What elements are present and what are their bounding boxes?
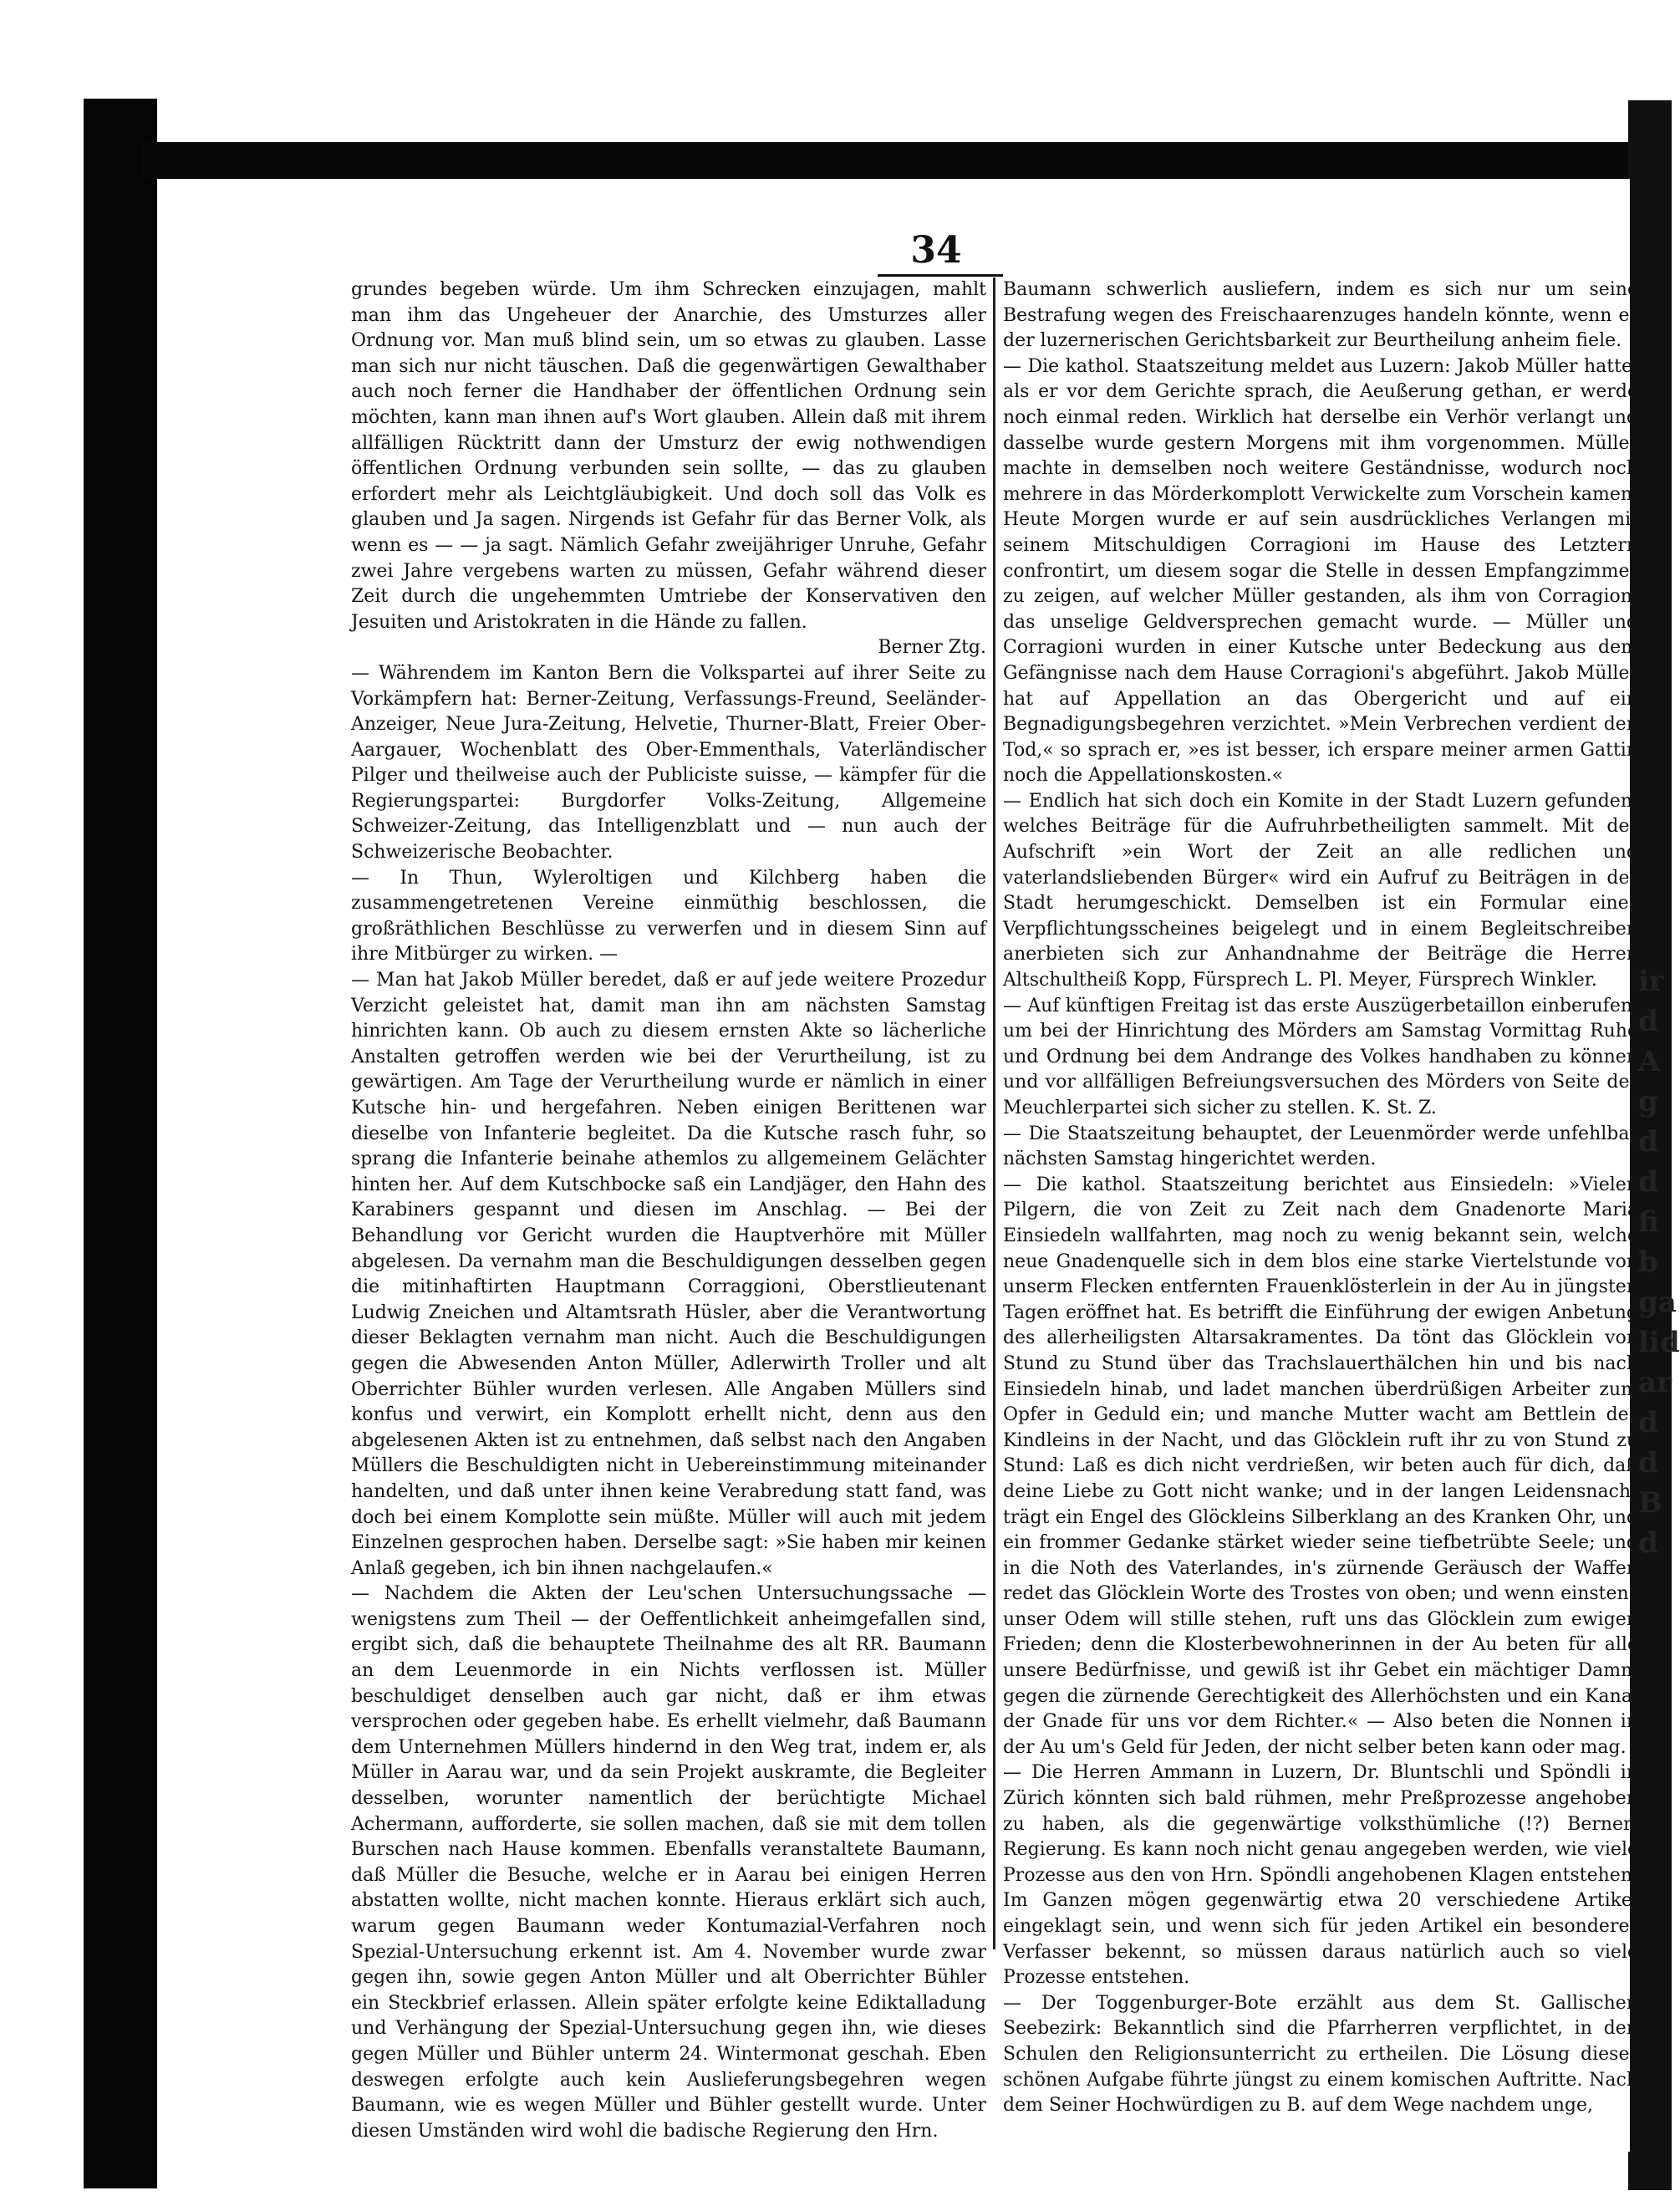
paragraph: grundes begeben würde. Um ihm Schrecken einzujagen, mahlt man ihm das Ungeheuer der Anarchie, des Umsturzes aller Ordnung vor. Man muß blind sein, um so etwas zu glauben. Lasse man sich nur nicht täuschen. Daß die gegenwärtigen Gewalthaber auch noch ferner die Handhaber der öffentlichen Ordnung sein möchten, kann man ihnen auf's Wort glauben. Allein daß mit ihrem allfälligen Rücktritt dann der Umsturz der ewig nothwendigen öffentlichen Ordnung verbunden sein sollte, — das zu glauben erfordert mehr als Leichtgläubigkeit. Und doch soll das Volk es glauben und Ja sagen. Nirgends ist Gefahr für das Berner Volk, als wenn es — — ja sagt. Nämlich Gefahr zweijähriger Unruhe, Gefahr zwei Jahre vergebens warten zu müssen, Gefahr während dieser Zeit durch die ungehemmten Umtriebe der Konservativen den Jesuiten und Aristokraten in die Hände zu fallen. [351, 279, 986, 633]
top-dark-bar [142, 142, 1630, 179]
paragraph: — Die Herren Ammann in Luzern, Dr. Bluntschli und Spöndli in Zürich könnten sich bald rühmen, mehr Preßprozesse angehoben zu haben, als die gegenwärtige volksthümliche (!?) Berner-Regierung. Es kann noch nicht genau angegeben werden, wie viele Prozesse aus den von Hrn. Spöndli angehobenen Klagen entstehen. Im Ganzen mögen gegenwärtig etwa 20 verschiedene Artikel eingeklagt sein, und wenn sich für jeden Artikel ein besonderer Verfasser bekennt, so müssen daraus natürlich auch so viele Prozesse entstehen. [1003, 1762, 1638, 1989]
paragraph: — Die kathol. Staatszeitung meldet aus Luzern: Jakob Müller hatte, als er vor dem Gerichte sprach, die Aeußerung gethan, er werde noch einmal reden. Wirklich hat derselbe ein Verhör verlangt und dasselbe wurde gestern Morgens mit ihm vorgenommen. Müller machte in demselben noch weitere Geständnisse, wodurch noch mehrere in das Mörderkomplott Verwickelte zum Vorschein kamen. Heute Morgen wurde er auf sein ausdrückliches Verlangen mit seinem Mitschuldigen Corragioni im Hause des Letztern confrontirt, um diesem sogar die Stelle in dessen Empfangzimmer zu zeigen, auf welcher Müller gestanden, als ihm von Corragioni das unselige Geldversprechen gemacht wurde. — Müller und Corragioni wurden in einer Kutsche unter Bedeckung aus dem Gefängnisse nach dem Hause Corragioni's abgeführt. Jakob Müller hat auf Appellation an das Obergericht und auf ein Begnadigungsbegehren verzichtet. »Mein Verbrechen verdient den Tod,« so sprach er, »es ist besser, ich erspare meiner armen Gattin noch die Appellationskosten.« [1003, 355, 1638, 787]
left-column [351, 278, 986, 2144]
paragraph: — Auf künftigen Freitag ist das erste Auszügerbetaillon einberufen, um bei der Hinrichtung des Mörders am Samstag Vormittag Ruhe und Ordnung bei dem Andrange des Volkes handhaben zu können und vor allfälligen Befreiungsversuchen des Mörders von Seite der Meuchlerpartei sich sicher zu stellen. K. St. Z. [1003, 995, 1638, 1118]
right-column [1003, 278, 1638, 2119]
left-dark-margin [84, 99, 157, 2188]
page-number-rule [878, 274, 1003, 277]
paragraph: Baumann schwerlich ausliefern, indem es sich nur um seine Bestrafung wegen des Freischaarenzuges handeln könnte, wenn er der luzernerischen Gerichtsbarkeit zur Beurtheilung anheim fiele. [1003, 279, 1638, 352]
page-number: 34 [910, 229, 962, 272]
paragraph: — Die Staatszeitung behauptet, der Leuenmörder werde unfehlbar nächsten Samstag hingerichtet werden. [1003, 1123, 1638, 1170]
paragraph: — Man hat Jakob Müller beredet, daß er auf jede weitere Prozedur Verzicht geleistet hat, damit man ihn am nächsten Samstag hinrichten kann. Ob auch zu diesem ernsten Akte so lächerliche Anstalten getroffen werden wie bei der Verurtheilung, ist zu gewärtigen. Am Tage der Verurtheilung wurde er nämlich in einer Kutsche hin- und hergefahren. Neben einigen Berittenen war dieselbe von Infanterie begleitet. Da die Kutsche rasch fuhr, so sprang die Infanterie beinahe athemlos zu allgemeinem Gelächter hinten her. Auf dem Kutschbocke saß ein Landjäger, den Hahn des Karabiners gespannt und diesen im Anschlag. — Bei der Behandlung vor Gericht wurden die Hauptverhöre mit Müller abgelesen. Da vernahm man die Beschuldigungen desselben gegen die mitinhaftirten Hauptmann Corraggioni, Oberstlieutenant Ludwig Zneichen und Altamtsrath Hüsler, aber die Verantwortung dieser Beklagten vernahm man nicht. Auch die Beschuldigungen gegen die Abwesenden Anton Müller, Adlerwirth Troller und alt Oberrichter Bühler wurden verlesen. Alle Angaben Müllers sind konfus und verwirt, ein Komplott erhellt nicht, denn aus den abgelesenen Akten ist zu entnehmen, daß selbst nach den Angaben Müllers die Beschuldigten nicht in Uebereinstimmung miteinander handelten, und daß unter ihnen keine Verabredung statt fand, was doch bei einem Komplotte sein müßte. Müller will auch mit jedem Einzelnen gesprochen haben. Derselbe sagt: »Sie haben mir keinen Anlaß gegeben, ich bin ihnen nachgelaufen.« [351, 970, 986, 1579]
paragraph: — Die kathol. Staatszeitung berichtet aus Einsiedeln: »Vielen Pilgern, die von Zeit zu Zeit nach dem Gnadenorte Maria Einsiedeln wallfahrten, mag noch zu wenig bekannt sein, welche neue Gnadenquelle sich in dem blos eine starke Viertelstunde von unserm Flecken entfernten Frauenklösterlein in der Au in jüngsten Tagen eröffnet hat. Es betrifft die Einführung der ewigen Anbetung des allerheiligsten Altarsakramentes. Da tönt das Glöcklein von Stund zu Stund über das Trachslauerthälchen hin und bis nach Einsiedeln hinab, und ladet manchen überdrüßigen Arbeiter zum Opfer in Geduld ein; und manche Mutter wacht am Bettlein des Kindleins in der Nacht, und das Glöcklein ruft ihr zu von Stund zu Stund: Laß es dich nicht verdrießen, wir beten auch für dich, daß deine Liebe zu Gott nicht wanke; und in der langen Leidensnacht trägt ein Engel des Glöckleins Silberklang an des Kranken Ohr, und ein frommer Gedanke stärket wieder seine tiefbetrübte Seele; und in die Noth des Vaterlandes, in's zürnende Geräusch der Waffen redet das Glöcklein Worte des Trostes von oben; und wenn einstens unser Odem will stille stehen, ruft uns das Glöcklein zum ewigen Frieden; denn die Klosterbewohnerinnen in der Au beten für alle unsere Bedürfnisse, und gewiß ist ihr Gebet ein mächtiger Damm gegen die zürnende Gerechtigkeit des Allerhöchsten und ein Kanal der Gnade für uns vor dem Richter.« — Also beten die Nonnen in der Au um's Geld für Jeden, der nicht selber beten kann oder mag. [1003, 1174, 1638, 1758]
paragraph: — Nachdem die Akten der Leu'schen Untersuchungssache — wenigstens zum Theil — der Oeffentlichkeit anheimgefallen sind, ergibt sich, daß die behauptete Theilnahme des alt RR. Baumann an dem Leuenmorde in ein Nichts verflossen ist. Müller beschuldiget denselben auch gar nicht, daß er ihm etwas versprochen oder gegeben habe. Es erhellt vielmehr, daß Baumann dem Unternehmen Müllers hindernd in den Weg trat, indem er, als Müller in Aarau war, und da sein Projekt auskramte, die Begleiter desselben, worunter namentlich der berüchtigte Michael Achermann, aufforderte, sie sollen machen, daß sie mit dem tollen Burschen nach Hause kommen. Ebenfalls veranstaltete Baumann, daß Müller die Besuche, welche er in Aarau bei einigen Herren abstatten wollte, nicht machen konnte. Hieraus erklärt sich auch, warum gegen Baumann weder Kontumazial-Verfahren noch Spezial-Untersuchung erkennt ist. Am 4. November wurde zwar gegen ihn, sowie gegen Anton Müller und alt Oberrichter Bühler ein Steckbrief erlassen. Allein später erfolgte keine Ediktalladung und Verhängung der Spezial-Untersuchung gegen ihn, wie dieses gegen Müller und Bühler unterm 24. Wintermonat geschah. Eben deswegen erfolgte auch kein Auslieferungsbegehren wegen Baumann, wie es wegen Müller und Bühler gestellt wurde. Unter diesen Umständen wird wohl die badische Regierung den Hrn. [351, 1583, 986, 2142]
paragraph: — In Thun, Wyleroltigen und Kilchberg haben die zusammengetretenen Vereine einmüthig beschlossen, die großräthlichen Beschlüsse zu verwerfen und in diesem Sinn auf ihre Mitbürger zu wirken. — [351, 867, 986, 965]
source-signature: Berner Ztg. [878, 637, 986, 659]
paragraph: — Endlich hat sich doch ein Komite in der Stadt Luzern gefunden, welches Beiträge für die Aufruhrbetheiligten sammelt. Mit der Aufschrift »ein Wort der Zeit an alle redlichen und vaterlandsliebenden Bürger« wird ein Aufruf zu Beiträgen in der Stadt herumgeschickt. Demselben ist ein Formular eines Verpflichtungsscheines beigelegt und in einem Begleitschreiben anerbieten sich zur Anhandnahme der Beiträge die Herren Altschultheiß Kopp, Fürsprech L. Pl. Meyer, Fürsprech Winkler. [1003, 790, 1638, 991]
paragraph: — Währendem im Kanton Bern die Volkspartei auf ihrer Seite zu Vorkämpfern hat: Berner-Zeitung, Verfassungs-Freund, Seeländer-Anzeiger, Neue Jura-Zeitung, Helvetie, Thurner-Blatt, Freier Ober-Aargauer, Wochenblatt des Ober-Emmenthals, Vaterländischer Pilger und theilweise auch der Publiciste suisse, — kämpfer für die Regierungspartei: Burgdorfer Volks-Zeitung, Allgemeine Schweizer-Zeitung, das Intelligenzblatt und — nun auch der Schweizerische Beobachter. [351, 662, 986, 864]
next-page-fragment: ir d A g d d fi b ga lid ar d d B d [1638, 965, 1680, 1560]
paragraph: — Der Toggenburger-Bote erzählt aus dem St. Gallischen Seebezirk: Bekanntlich sind die Pfarrherren verpflichtet, in den Schulen den Religionsunterricht zu ertheilen. Die Lösung dieser schönen Aufgabe führte jüngst zu einem komischen Auftritte. Nach dem Seiner Hochwürdigen zu B. auf dem Wege nachdem unge, [1003, 1992, 1638, 2117]
column-divider [993, 278, 995, 1949]
newspaper-page [159, 179, 1638, 2152]
